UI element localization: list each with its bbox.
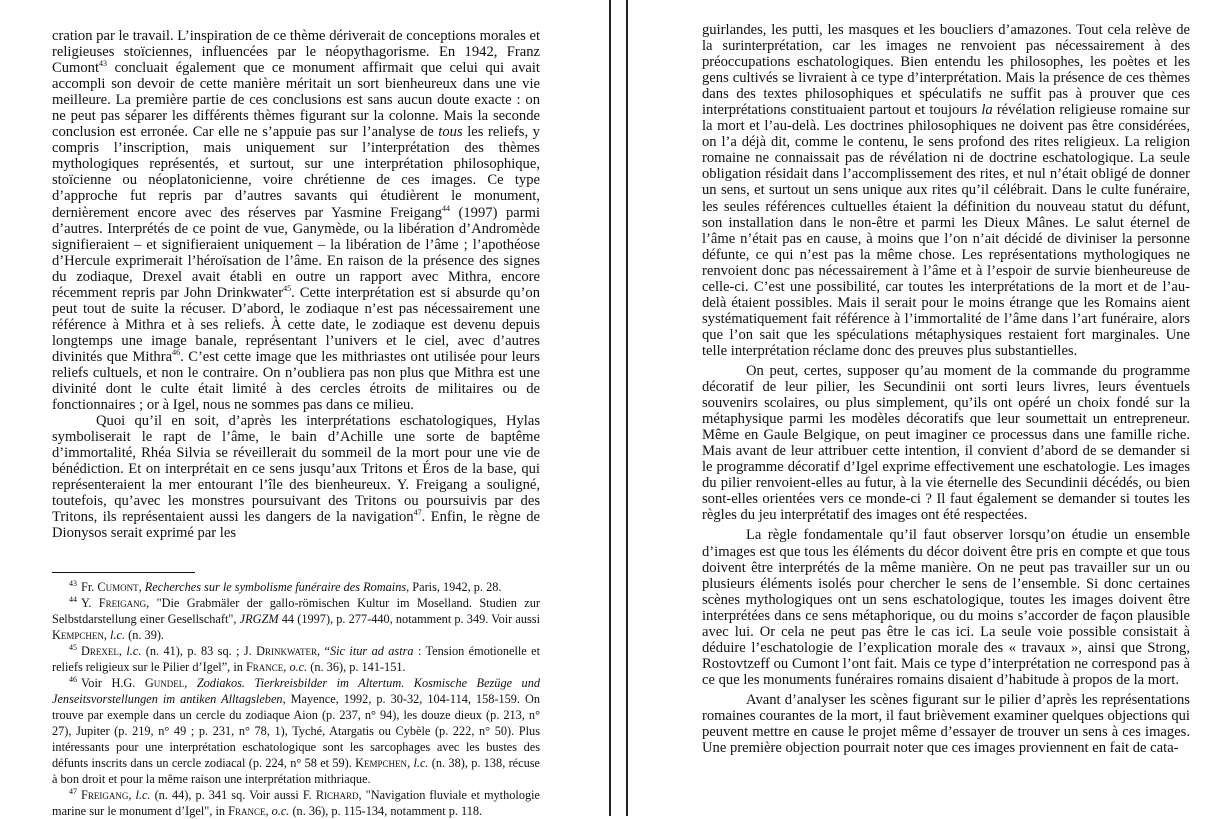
text-run: Quoi qu’il en soit, d’après les interprétations eschatologiques, Hylas symboliserait le rapt de l’âme, le bain d’Achille une sorte de baptême d’immortalité, Rhéa Silvia se réveillerait du sommeil de la mort pour une vie de bénédiction. Et on interprétait en ce sens jusqu’aux Tritons et Éros de la base, qui représenteraient la mer entourant l’île des bienheureux. Y. Freigang a souligné, toutefois, qu’avec les monstres poursuivant des Tritons ou poursuivis par des Tritons, ils représentaient aussi les dangers de la navigation xyxy=(52,413,540,525)
right-page-body xyxy=(702,22,1190,756)
italic-text: Sic itur ad astra xyxy=(330,644,414,658)
text-run: On peut, certes, supposer qu’au moment de la commande du programme décoratif de leur pilier, les Secundinii ont sorti leurs livres, leurs éventuels souvenirs scolaires, ou plus simplement, qu’ils ont opéré un choix fondé sur la métaphysique parmi les modèles décoratifs que leur soumettait un entrepreneur. Même en Gaule Belgique, on peut imaginer ce processus dans une famille riche. Mais avant de leur attribuer cette intention, il convient d’abord de se demander si le programme décoratif d’Igel exprime effectivement une eschatologie. Les images du pilier renvoient-elles au futur, à la vie éternelle des Secundinii décédés, ou bien sont-elles orientées vers ce monde-ci ? Il faut également se demander si toutes les règles du jeu interprétatif des images ont été respectées. xyxy=(702,363,1190,523)
note-reference: 43 xyxy=(69,579,77,588)
italic-text: Recherches sur le symbolisme funéraire des Romains xyxy=(145,580,406,594)
footnote-45 xyxy=(52,643,540,675)
body-paragraph xyxy=(702,22,1190,359)
text-run: : Tension émotionelle et reliefs religieux sur le Pilier d’Igel”, in xyxy=(52,644,540,674)
note-reference: 45 xyxy=(69,643,77,652)
footnote-separator xyxy=(52,572,195,573)
italic-text: l.c. xyxy=(135,788,150,802)
italic-text: la xyxy=(981,102,992,118)
italic-text: l.c. xyxy=(110,628,125,642)
text-run: (n. 38), p. 138, récuse à bon droit et pour la même raison une interprétation mithriaque. xyxy=(52,756,540,786)
text-run: , xyxy=(184,676,197,690)
text-run: (n. 44), p. 341 sq. Voir aussi F. xyxy=(151,788,316,802)
body-paragraph xyxy=(702,527,1190,687)
small-caps-name: Kempchen xyxy=(355,756,407,770)
note-reference: 47 xyxy=(69,787,77,796)
italic-text: l.c. xyxy=(413,756,428,770)
right-page xyxy=(629,0,1217,816)
italic-text: JRGZM xyxy=(240,612,279,626)
italic-text: Zodiakos. Tierkreisbilder im Altertum. Kosmische Bezüge und Jenseitsvorstellungen im antiken Alltagsleben xyxy=(52,676,540,706)
text-run: les reliefs, y compris l’inscription, mais uniquement sur l’interprétation des thèmes mythologiques représentés, et surtout, sur une interprétation philosophique, stoïcienne ou néoplatonicienne, voire chrétienne de ces images. Ce type d’approche fut repris par d’autres savants qui étudièrent le monument, dernièrement encore avec des réserves par Yasmine Freigang xyxy=(52,124,540,220)
text-run: La règle fondamentale qu’il faut observer lorsqu’on étudie un ensemble d’images est que tous les éléments du décor doivent être pris en compte et que tous doivent être interprétés de la même manière. On ne peut pas travailler sur un ou plusieurs éléments isolés pour chercher le sens de l’ensemble. Si donc certaines scènes mythologiques ont un sens eschatologique, toutes les images doivent être interprétées dans ce sens métaphorique, ou du moins s’accorder de façon plausible avec lui. Or cela ne peut pas être le cas ici. La seule voie possible consistait à déduire l’eschatologie de l’explication morale des « travaux », ainsi que Strong, Rostovtzeff ou Cumont l’ont fait. Mais ce type d’interprétation ne correspond pas à ce que les monuments funéraires romains disaient d’habitude à propos de la mort. xyxy=(702,527,1190,687)
italic-text: l.c. xyxy=(126,644,141,658)
italic-text: o.c. xyxy=(289,660,307,674)
footnotes xyxy=(52,579,540,819)
text-run: , “ xyxy=(317,644,330,658)
small-caps-name: Drinkwater xyxy=(256,644,317,658)
note-reference: 44 xyxy=(69,595,77,604)
text-run: , "Navigation fluviale et mythologie marine sur le monument d’Igel", in xyxy=(52,788,540,818)
footnote-47 xyxy=(52,787,540,819)
footnote-43 xyxy=(52,579,540,595)
note-reference: 46 xyxy=(69,675,77,684)
small-caps-name: Cumont xyxy=(97,580,138,594)
footnote-46 xyxy=(52,675,540,787)
note-reference: 44 xyxy=(442,204,450,213)
text-run: , "Die Grabmäler der gallo-römischen Kultur im Moselland. Studien zur Selbstdarstellung einer Gesellschaft", xyxy=(52,596,540,626)
text-run: , xyxy=(104,628,110,642)
text-run: (1997) parmi d’autres. Interprétés de ce point de vue, Ganymède, ou la libération d’Andromède signifieraient – et signifieraient uniquement – la libération de l’âme ; l’apothéose d’Hercule exprimerait l’héroïsation de l’âme. En raison de la présence des signes du zodiaque, Drexel avait établi en outre un rapport avec Mithra, encore récemment repris par John Drinkwater xyxy=(52,205,540,301)
text-run: , xyxy=(283,660,289,674)
small-caps-name: Kempchen xyxy=(52,628,104,642)
text-run: . C’est cette image que les mithriastes ont utilisée pour leurs reliefs cultuels, et non le contraire. On n’oubliera pas non plus que Mithra est une divinité dont le culte était limité à des cercles étroits de militaires ou de fonctionnaires ; or à Igel, nous ne sommes pas dans ce milieu. xyxy=(52,349,540,413)
left-page xyxy=(0,0,610,816)
footnote-44 xyxy=(52,595,540,643)
text-run: , Paris, 1942, p. 28. xyxy=(406,580,501,594)
note-reference: 47 xyxy=(414,508,422,517)
small-caps-name: France xyxy=(228,804,265,818)
text-run: , Mayence, 1992, p. 30-32, 104-114, 158-159. On trouve par exemple dans un cercle du zodiaque Aion (p. 237, n° 94), les douze dieux (p. 213, n° 27), Jupiter (p. 219, n° 49 ; p. 231, n° 78, 1), Tyché, Atargatis ou Cybèle (p. 222, n° 50). Plus intéressants pour une interprétation eschatologique sont les sarcophages avec les bustes des défunts inscrits dans un cercle zodiacal (p. 224, n° 58 et 59). xyxy=(52,692,540,770)
note-reference: 46 xyxy=(172,348,180,357)
text-run: , xyxy=(139,580,145,594)
text-run: 44 (1997), p. 277-440, notamment p. 349. Voir aussi xyxy=(279,612,540,626)
small-caps-name: Gundel xyxy=(145,676,184,690)
text-run: Voir H.G. xyxy=(81,676,145,690)
body-paragraph xyxy=(702,692,1190,756)
small-caps-name: Freigang xyxy=(99,596,146,610)
text-run: guirlandes, les putti, les masques et les boucliers d’amazones. Tout cela relève de la surinterprétation, car les images ne renvoient pas nécessairement à des préoccupations eschatologiques. Bien entendu les philosophes, les poètes et les gens cultivés se livraient à ce type d’interprétation. Mais la présence de ces thèmes dans des textes philosophiques et spéculatifs ne suffit pas à prouver que ces interprétations constituaient partout et toujours xyxy=(702,22,1190,118)
text-run: concluait également que ce monument affirmait que celui qui avait accompli son devoir de cette manière méritait un sort bienheureux dans une vie meilleure. La première partie de ces conclusions est sans aucun doute exacte : on ne peut pas séparer les différents thèmes figurant sur la colonne. Mais la seconde conclusion est erronée. Car elle ne s’appuie pas sur l’analyse de xyxy=(52,60,540,140)
text-run: (n. 41), p. 83 sq. ; J. xyxy=(141,644,256,658)
small-caps-name: Freigang xyxy=(81,788,128,802)
text-run: (n. 36), p. 141-151. xyxy=(307,660,405,674)
body-paragraph xyxy=(52,413,540,541)
text-run: , xyxy=(407,756,413,770)
text-run: Fr. xyxy=(81,580,97,594)
text-run: révélation religieuse romaine sur la mort et l’au-delà. Les doctrines philosophiques ne doivent pas être considérées, on l’a déjà dit, comme le contenu, le sens profond des rites religieux. La religion romaine ne connaissait pas de révélation ni de doctrine eschatologique. La seule obligation résidait dans l’accomplissement des rites, et nul n’était obligé de donner un sens, et surtout un sens unique aux rites qu’il célébrait. Dans le culte funéraire, les seules références cultuelles étaient la définition du nouveau statut du défunt, son installation dans le non-être et parmi les Dieux Mânes. Le salut éternel de l’âme n’était pas en cause, à moins que l’on n’ait décidé de diviniser la personne défunte, ce qui n’est pas la même chose. Les représentations mythologiques ne renvoient donc pas nécessairement à l’âme et à l’espoir de survie bienheureuse de celle-ci. C’est une possibilité, car toutes les interprétations de la mort et de l’au-delà étaient possibles. Mais il serait pour le moins étrange que les Romains aient systématiquement fait référence à l’immortalité de l’âme dans l’art funéraire, alors que l’on sait que les spéculations métaphysiques restaient fort marginales. Une telle interprétation réclame donc des preuves plus substantielles. xyxy=(702,102,1190,359)
gutter-line-right xyxy=(626,0,628,816)
italic-text: o.c. xyxy=(272,804,290,818)
italic-text: tous xyxy=(438,124,462,140)
text-run: . Enfin, le règne de Dionysos serait exprimé par les xyxy=(52,509,540,541)
text-run: (n. 39). xyxy=(125,628,164,642)
body-paragraph xyxy=(702,363,1190,523)
small-caps-name: Richard xyxy=(316,788,359,802)
small-caps-name: France xyxy=(246,660,283,674)
small-caps-name: Drexel xyxy=(81,644,119,658)
body-paragraph xyxy=(52,28,540,413)
text-run: , xyxy=(119,644,126,658)
text-run: cration par le travail. L’inspiration de ce thème dériverait de conceptions morales et religieuses stoïciennes, influencées par le néopythagorisme. En 1942, Franz Cumont xyxy=(52,28,540,76)
note-reference: 45 xyxy=(283,284,291,293)
text-run: Avant d’analyser les scènes figurant sur le pilier d’après les représentations romaines courantes de la mort, il faut brièvement examiner quelques objections qui peuvent mettre en cause le projet même d’essayer de trouver un sens à ces images. Une première objection pourrait noter que ces images proviennent en fait de cata- xyxy=(702,692,1190,756)
text-run: . Cette interprétation est si absurde qu’on peut tout de suite la récuser. D’abord, le zodiaque n’est pas nécessairement une référence à Mithra et à ses reliefs. À cette date, le zodiaque est devenu depuis longtemps une image banale, représentant l’univers et le ciel, avec d’autres divinités que Mithra xyxy=(52,285,540,365)
text-run: , xyxy=(128,788,135,802)
text-run: Y. xyxy=(81,596,99,610)
note-reference: 43 xyxy=(99,59,107,68)
left-page-body xyxy=(52,28,540,542)
text-run: (n. 36), p. 115-134, notamment p. 118. xyxy=(289,804,482,818)
text-run: , xyxy=(265,804,271,818)
